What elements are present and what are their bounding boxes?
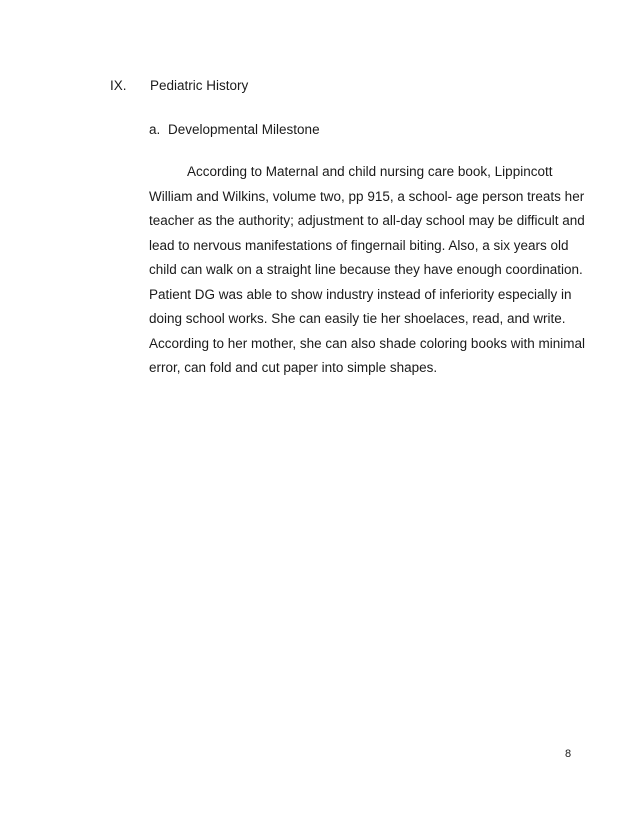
paragraph-line: child can walk on a straight line because they have enough coordination. (149, 262, 583, 277)
paragraph-line: William and Wilkins, volume two, pp 915, a school- age person treats her (149, 188, 585, 204)
paragraph-line: lead to nervous manifestations of fingernail biting. Also, a six years old (149, 237, 569, 253)
paragraph-line: doing school works. She can easily tie her shoelaces, read, and write. (149, 311, 566, 326)
paragraph-line: error, can fold and cut paper into simple shapes. (149, 360, 438, 375)
paragraph-line: Patient DG was able to show industry instead of inferiority especially in (149, 286, 572, 302)
section-number: IX. (110, 78, 127, 93)
section-heading (110, 77, 248, 94)
subsection-letter: a. (149, 122, 161, 137)
page-number: 8 (565, 748, 572, 760)
paragraph-line: teacher as the authority; adjustment to all-day school may be difficult and (149, 213, 585, 228)
section-title: Pediatric History (150, 78, 249, 93)
subsection-heading (149, 121, 320, 138)
body-paragraph (149, 160, 585, 381)
paragraph-line: According to her mother, she can also shade coloring books with minimal (149, 335, 585, 351)
paragraph-line: According to Maternal and child nursing care book, Lippincott (187, 164, 553, 179)
subsection-title: Developmental Milestone (168, 122, 320, 137)
